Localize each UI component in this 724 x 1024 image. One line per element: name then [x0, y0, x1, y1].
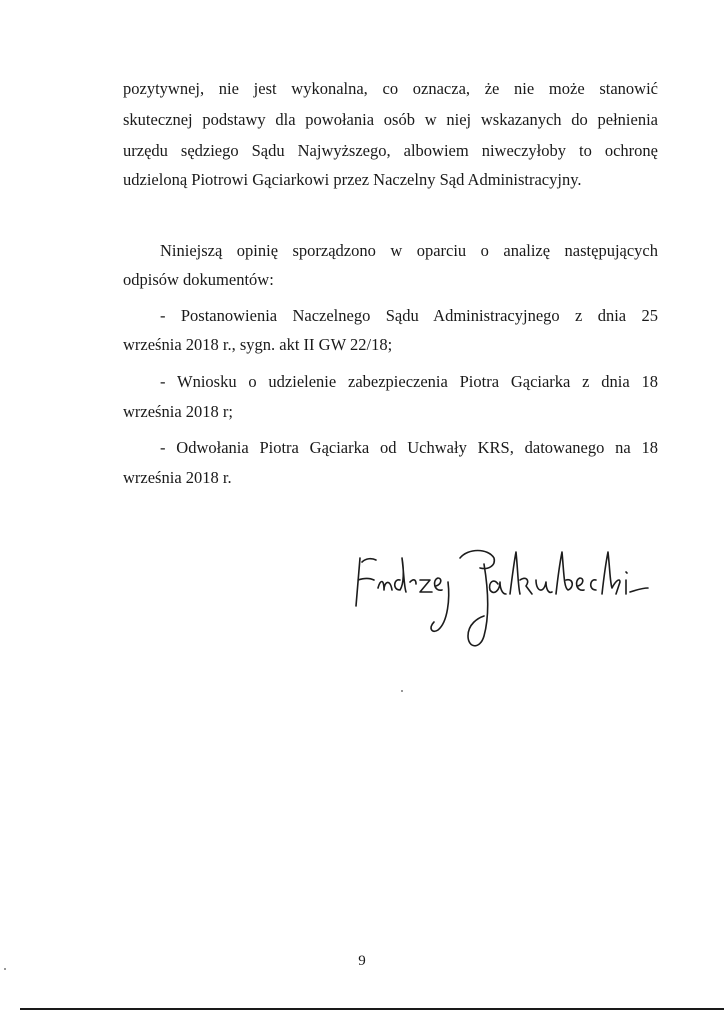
paragraph-1-line-3: urzędu sędziego Sądu Najwyższego, albowiem niweczyłoby to ochronę — [123, 141, 658, 160]
scan-speck — [401, 690, 403, 692]
list-item-3-line-2: września 2018 r. — [123, 468, 232, 487]
list-item-2-line-1: - Wniosku o udzielenie zabezpieczenia Piotra Gąciarka z dnia 18 — [160, 372, 658, 391]
list-item-1-line-1: - Postanowienia Naczelnego Sądu Administracyjnego z dnia 25 — [160, 306, 658, 325]
list-item-3-line-1: - Odwołania Piotra Gąciarka od Uchwały KRS, datowanego na 18 — [160, 438, 658, 457]
list-item-2-line-2: września 2018 r; — [123, 402, 233, 421]
page-number: 9 — [358, 953, 366, 969]
paragraph-2-line-2: odpisów dokumentów: — [123, 270, 274, 289]
list-item-1-line-2: września 2018 r., sygn. akt II GW 22/18; — [123, 335, 393, 354]
bottom-rule — [20, 1008, 724, 1010]
paragraph-1-line-1: pozytywnej, nie jest wykonalna, co oznacza, że nie może stanowić — [123, 79, 658, 98]
paragraph-1-line-2: skutecznej podstawy dla powołania osób w niej wskazanych do pełnienia — [123, 110, 658, 129]
paragraph-2-line-1: Niniejszą opinię sporządzono w oparciu o analizę następujących — [160, 241, 658, 260]
paragraph-1-line-4: udzieloną Piotrowi Gąciarkowi przez Naczelny Sąd Administracyjny. — [123, 170, 582, 189]
handwritten-signature — [338, 518, 658, 658]
